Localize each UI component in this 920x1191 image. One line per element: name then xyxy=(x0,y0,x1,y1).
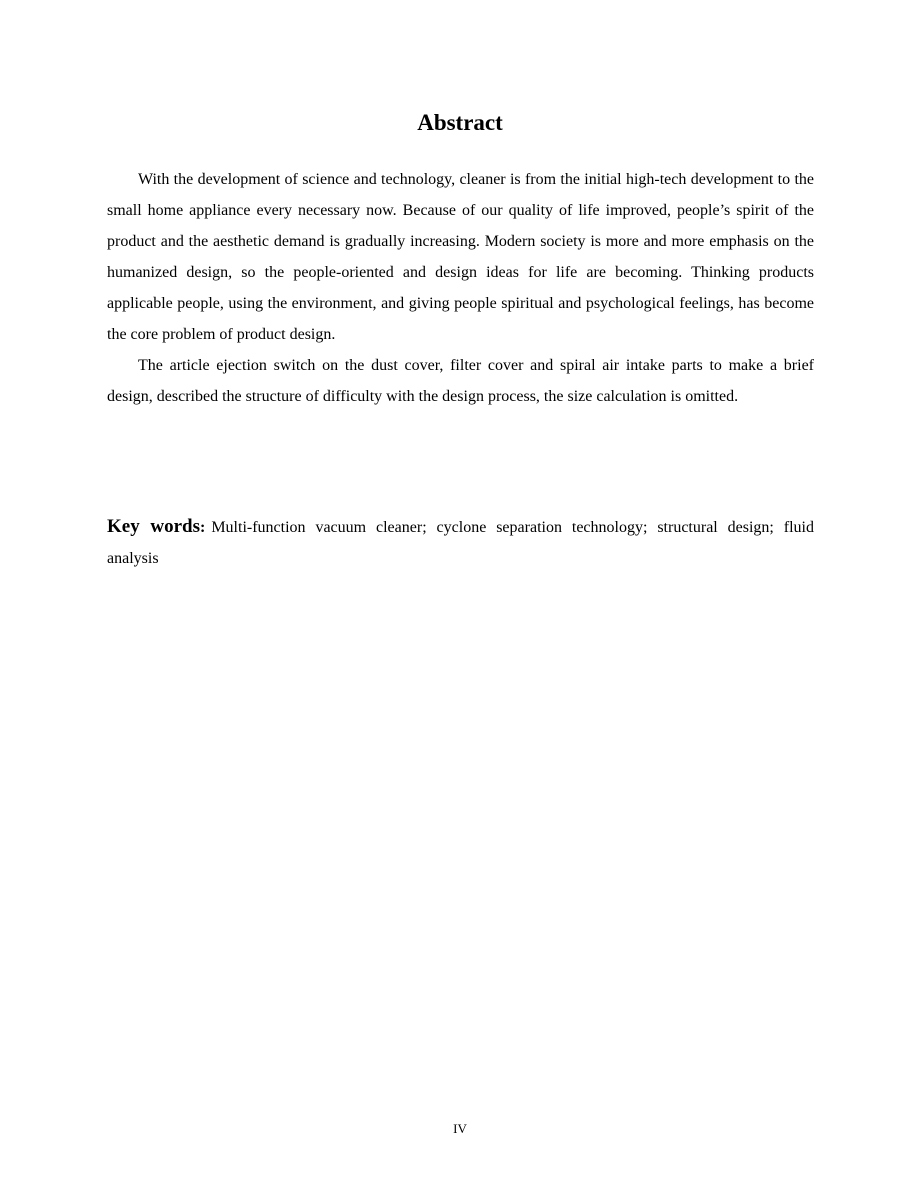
abstract-title: Abstract xyxy=(417,110,503,135)
keywords-label: Key words xyxy=(107,516,200,537)
keywords-text: Multi-function vacuum cleaner; cyclone separation technology; structural design; fluid analysis xyxy=(107,519,815,567)
abstract-body xyxy=(107,164,814,412)
keywords-separator: : xyxy=(200,519,206,536)
keywords-section xyxy=(107,511,814,574)
abstract-paragraph-2: The article ejection switch on the dust cover, filter cover and spiral air intake parts to make a brief design, described the structure of difficulty with the design process, the size calculation is omitted. xyxy=(107,357,814,405)
abstract-paragraph-1: With the development of science and technology, cleaner is from the initial high-tech development to the small home appliance every necessary now. Because of our quality of life improved, people’s spirit of the product and the aesthetic demand is gradually increasing. Modern society is more and more emphasis on the humanized design, so the people-oriented and design ideas for life are becoming. Thinking products applicable people, using the environment, and giving people spiritual and psychological feelings, has become the core problem of product design. xyxy=(107,171,814,343)
page-number: IV xyxy=(453,1121,467,1136)
